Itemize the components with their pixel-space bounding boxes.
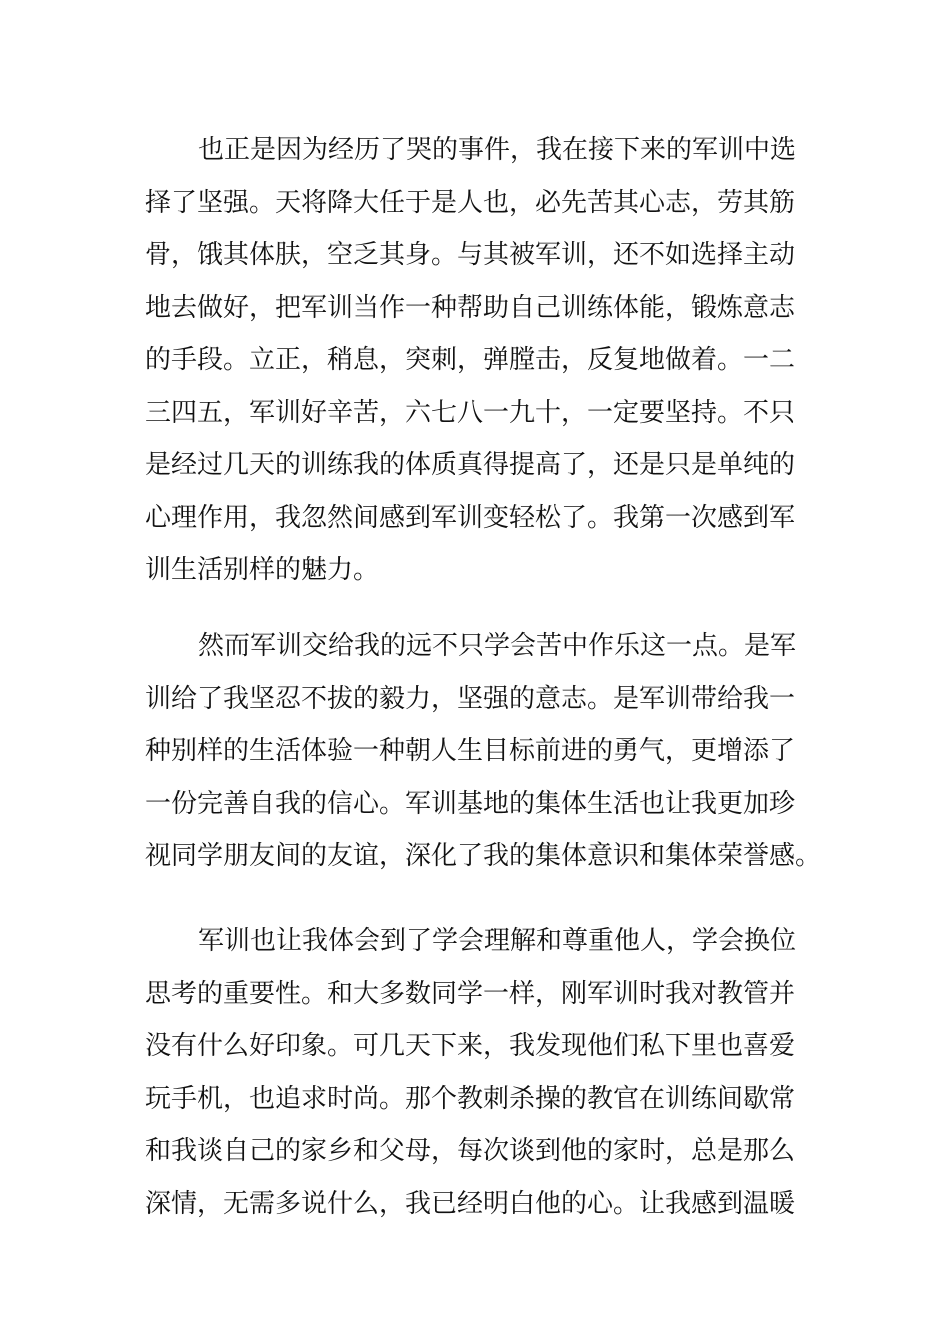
paragraph-line: 深情，无需多说什么，我已经明白他的心。让我感到温暖 xyxy=(145,1188,796,1219)
paragraph-line: 玩手机，也追求时尚。那个教刺杀操的教官在训练间歇常 xyxy=(145,1083,796,1114)
paragraph-2 xyxy=(145,620,821,883)
paragraph-line: 和我谈自己的家乡和父母，每次谈到他的家时，总是那么 xyxy=(145,1136,796,1166)
paragraph-3 xyxy=(145,915,796,1230)
paragraph-line: 一份完善自我的信心。军训基地的集体生活也让我更加珍 xyxy=(145,788,796,819)
paragraph-line: 三四五，军训好辛苦，六七八一九十，一定要坚持。不只 xyxy=(145,397,796,428)
paragraph-line: 骨，饿其体肤，空乏其身。与其被军训，还不如选择主动 xyxy=(145,240,796,270)
paragraph-line: 训生活别样的魅力。 xyxy=(145,555,380,585)
paragraph-line: 是经过几天的训练我的体质真得提高了，还是只是单纯的 xyxy=(145,450,796,480)
paragraph-line: 思考的重要性。和大多数同学一样，刚军训时我对教管并 xyxy=(145,978,796,1009)
paragraph-line: 地去做好，把军训当作一种帮助自己训练体能，锻炼意志 xyxy=(145,292,796,323)
paragraph-line: 军训也让我体会到了学会理解和尊重他人，学会换位 xyxy=(198,926,797,956)
paragraph-line: 然而军训交给我的远不只学会苦中作乐这一点。是军 xyxy=(198,631,797,661)
paragraph-line: 择了坚强。天将降大任于是人也，必先苦其心志，劳其筋 xyxy=(145,187,796,218)
paragraph-line: 的手段。立正，稍息，突刺，弹膛击，反复地做着。一二 xyxy=(145,345,796,375)
paragraph-line: 心理作用，我忽然间感到军训变轻松了。我第一次感到军 xyxy=(145,502,796,533)
paragraph-1 xyxy=(145,124,796,597)
paragraph-line: 也正是因为经历了哭的事件，我在接下来的军训中选 xyxy=(198,135,797,165)
paragraph-line: 训给了我坚忍不拔的毅力，坚强的意志。是军训带给我一 xyxy=(145,683,796,714)
paragraph-line: 种别样的生活体验一种朝人生目标前进的勇气，更增添了 xyxy=(145,736,796,766)
paragraph-line: 没有什么好印象。可几天下来，我发现他们私下里也喜爱 xyxy=(145,1031,796,1061)
paragraph-line: 视同学朋友间的友谊，深化了我的集体意识和集体荣誉感。 xyxy=(145,841,822,871)
